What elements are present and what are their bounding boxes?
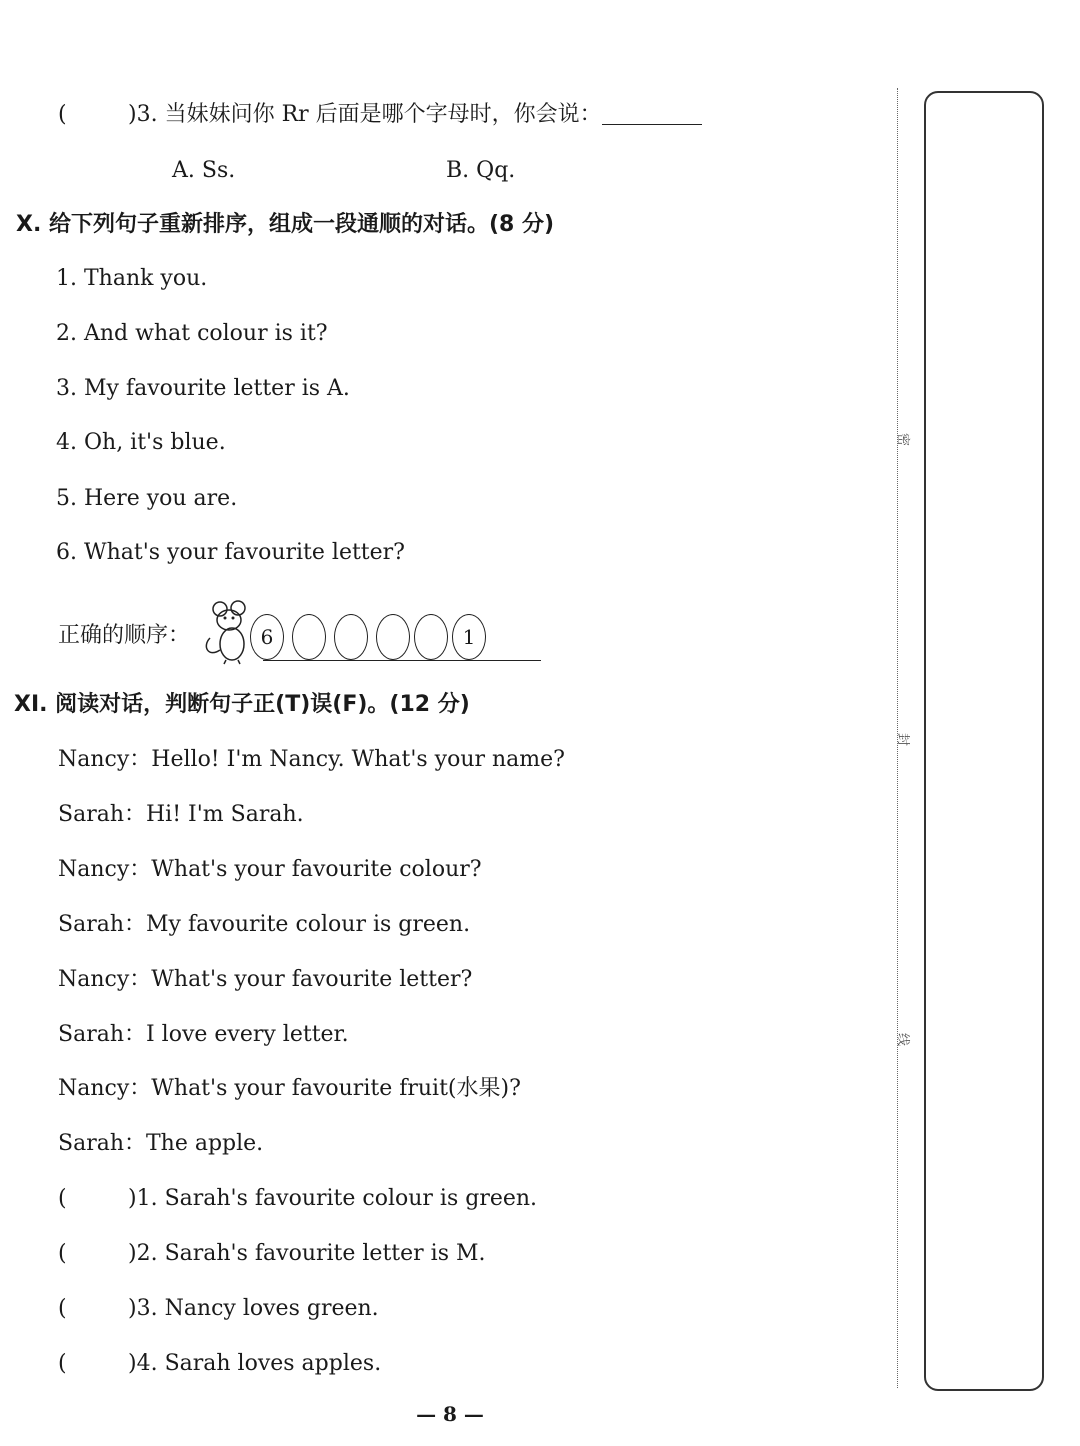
binding-char-seal: 密 [895, 432, 911, 447]
order-answer-row [58, 598, 518, 668]
dialogue-line-5: Nancy：What's your favourite letter? [58, 967, 473, 992]
order-baseline [263, 660, 541, 661]
dialogue-line-2: Sarah：Hi! I'm Sarah. [58, 802, 304, 827]
statement-4: ( )4. Sarah loves apples. [58, 1351, 382, 1376]
order-label: 正确的顺序： [58, 623, 191, 648]
answer-paren[interactable]: ( [58, 1351, 67, 1376]
page-number: — 8 — [416, 1402, 484, 1426]
q9-item3 [58, 104, 702, 126]
option-a: A. Ss. [172, 158, 236, 183]
section-11-heading: XI. 阅读对话，判断句子正(T)误(F)。(12 分) [14, 692, 470, 717]
sentence-2: 2. And what colour is it? [56, 321, 328, 346]
answer-paren[interactable]: ( [58, 102, 67, 127]
section-10-heading: X. 给下列句子重新排序，组成一段通顺的对话。(8 分) [16, 212, 555, 237]
binding-char-line: 线 [895, 1032, 911, 1047]
sentence-6: 6. What's your favourite letter? [56, 540, 405, 565]
sentence-4: 4. Oh, it's blue. [56, 430, 226, 455]
answer-paren[interactable]: ( [58, 1241, 67, 1266]
statement-3: ( )3. Nancy loves green. [58, 1296, 379, 1321]
dialogue-line-7: Nancy：What's your favourite fruit(水果)? [58, 1076, 521, 1101]
student-info-box [924, 91, 1044, 1391]
statement-2: ( )2. Sarah's favourite letter is M. [58, 1241, 486, 1266]
option-b: B. Qq. [446, 158, 516, 183]
dialogue-line-3: Nancy：What's your favourite colour? [58, 857, 482, 882]
binding-char-sealing: 封 [895, 732, 911, 747]
q9-item3-text: )3. 当妹妹问你 Rr 后面是哪个字母时，你会说： [128, 102, 602, 127]
dialogue-line-1: Nancy：Hello! I'm Nancy. What's your name? [58, 747, 565, 772]
dialogue-line-6: Sarah：I love every letter. [58, 1022, 349, 1047]
order-box-4[interactable] [376, 614, 410, 660]
answer-paren[interactable]: ( [58, 1186, 67, 1211]
answer-paren[interactable]: ( [58, 1296, 67, 1321]
order-box-1[interactable]: 6 [250, 614, 284, 660]
order-box-6[interactable]: 1 [452, 614, 486, 660]
dialogue-line-8: Sarah：The apple. [58, 1131, 264, 1156]
sentence-5: 5. Here you are. [56, 486, 238, 511]
dialogue-line-4: Sarah：My favourite colour is green. [58, 912, 471, 937]
sentence-1: 1. Thank you. [56, 266, 208, 291]
answer-blank[interactable] [602, 104, 702, 125]
order-box-5[interactable] [414, 614, 448, 660]
order-box-2[interactable] [292, 614, 326, 660]
sentence-3: 3. My favourite letter is A. [56, 376, 350, 401]
order-box-3[interactable] [334, 614, 368, 660]
statement-1: ( )1. Sarah's favourite colour is green. [58, 1186, 538, 1211]
